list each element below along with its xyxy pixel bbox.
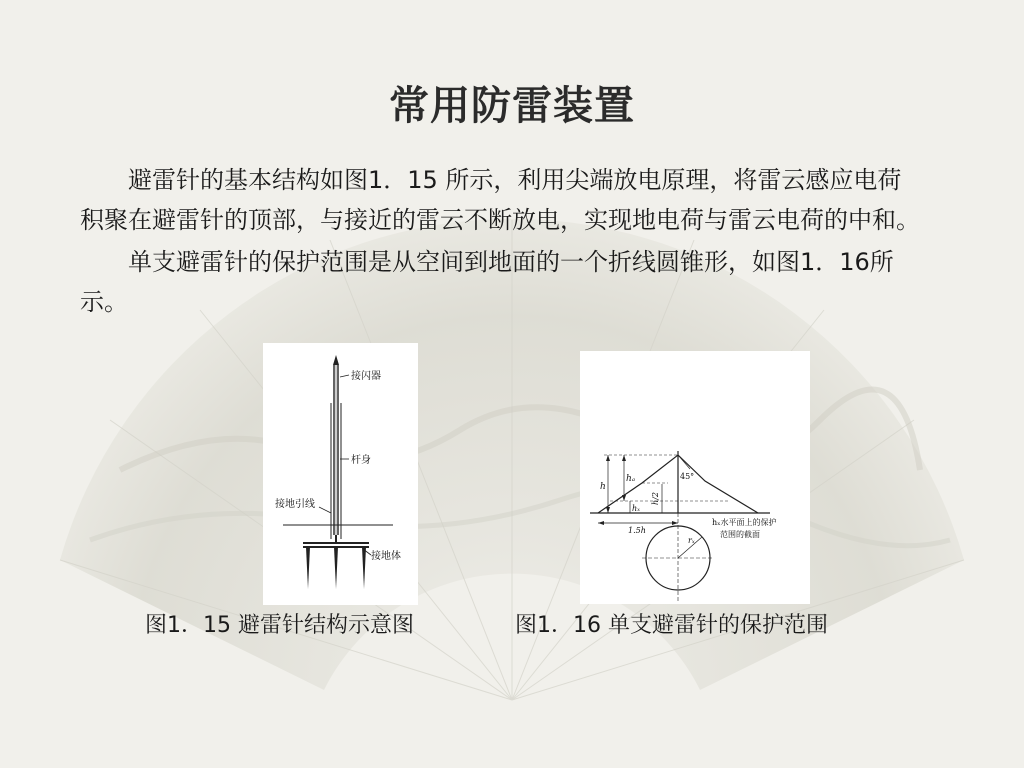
slide-title: 常用防雷装置 xyxy=(389,83,635,129)
label-ha: hₐ xyxy=(626,474,636,484)
label-rod-body: 杆身 xyxy=(351,455,371,466)
label-earth-electrode: 接地体 xyxy=(371,551,401,562)
protection-range-diagram xyxy=(580,351,810,604)
label-h: h xyxy=(600,482,606,492)
rod-tip-arrow xyxy=(333,355,339,365)
label-down-conductor: 接地引线 xyxy=(275,499,315,510)
label-air-terminal: 接闪器 xyxy=(351,371,381,382)
label-half-h: h/2 xyxy=(651,492,660,505)
label-angle-45: 45° xyxy=(680,472,695,481)
paragraph-structure: 避雷针的基本结构如图1．15 所示，利用尖端放电原理，将雷云感应电荷积聚在避雷针的顶部，与接近的雷云不断放电，实现地电荷与雷云电荷的中和。 xyxy=(80,166,920,234)
figure-lightning-rod-structure xyxy=(263,343,418,605)
lightning-rod-diagram xyxy=(263,343,418,605)
paragraph-protection-range: 单支避雷针的保护范围是从空间到地面的一个折线圆锥形，如图1．16所示。 xyxy=(80,248,894,316)
caption-figure-1-16: 图1．16 单支避雷针的保护范围 xyxy=(515,613,828,638)
figure-protection-range xyxy=(580,351,810,604)
caption-figure-1-15: 图1．15 避雷针结构示意图 xyxy=(145,613,414,638)
body-text xyxy=(80,160,920,324)
label-section-note-1: hₓ水平面上的保护 xyxy=(712,518,777,527)
label-hx: hₓ xyxy=(632,504,640,513)
label-rx: rₓ xyxy=(688,536,695,545)
label-section-note-2: 范围的截面 xyxy=(720,530,760,539)
label-base-width: 1.5h xyxy=(628,526,646,535)
